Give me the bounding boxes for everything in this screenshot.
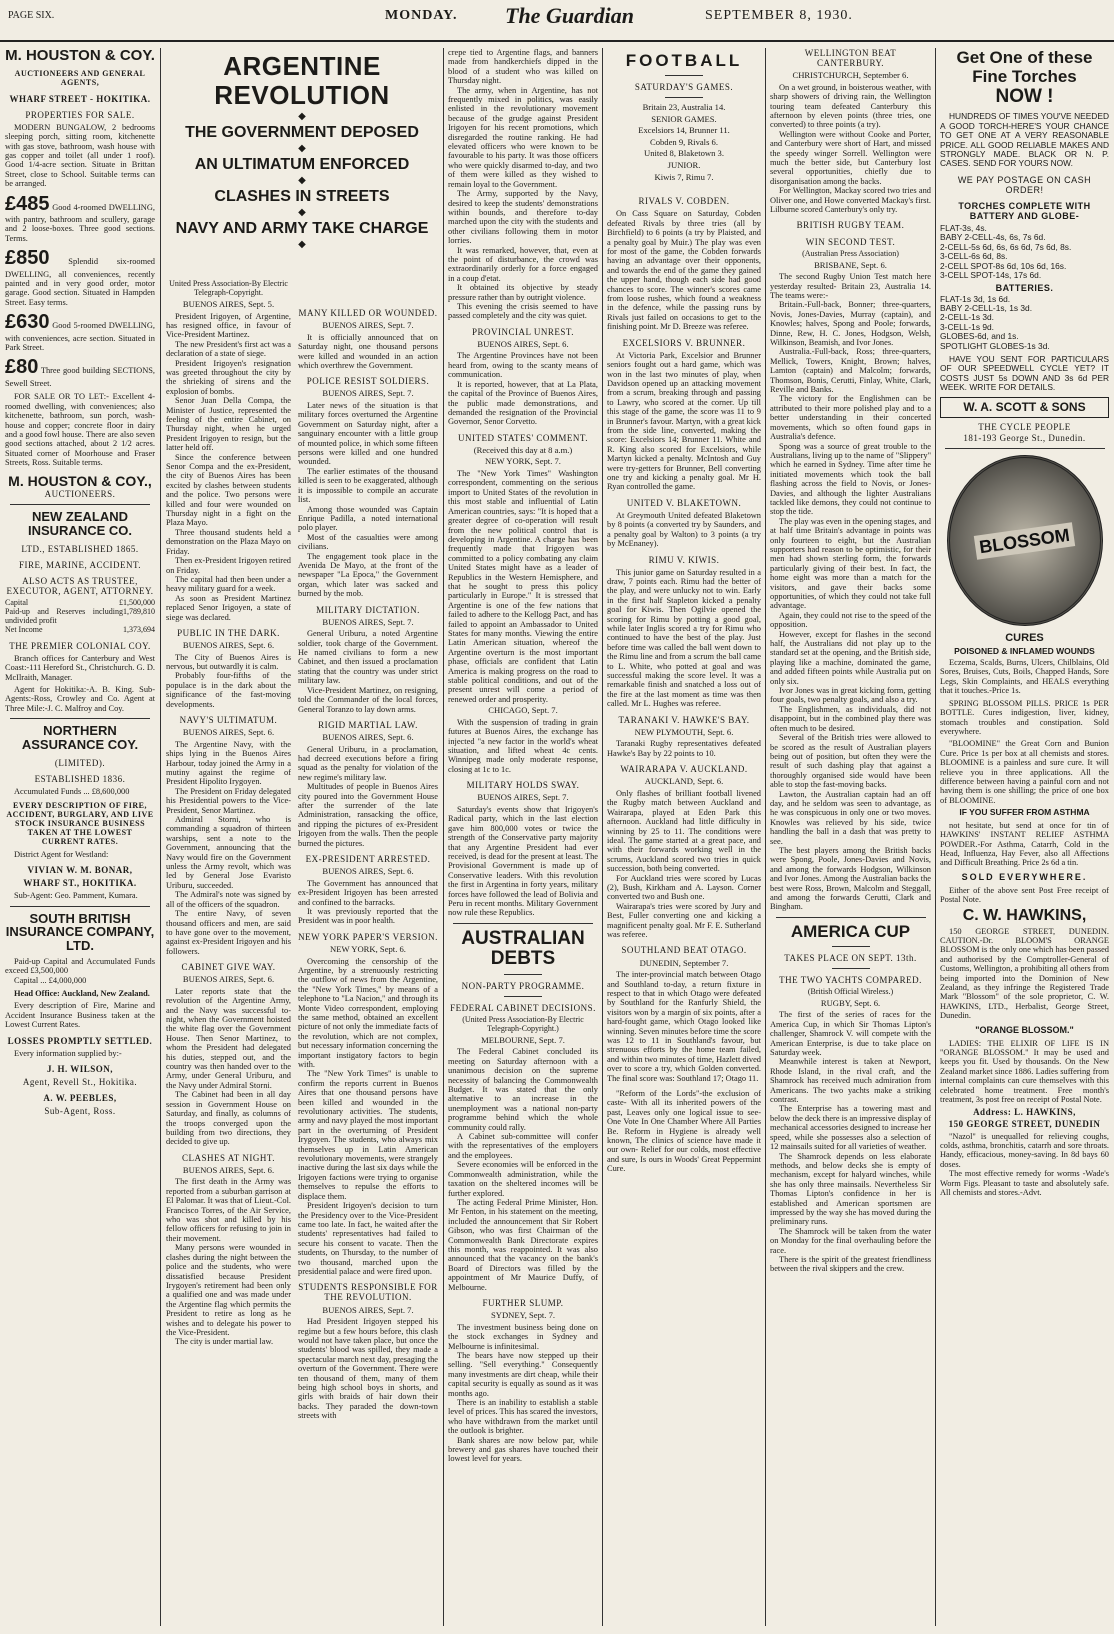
argentine-deck: THE GOVERNMENT DEPOSED	[185, 124, 419, 142]
paragraph: Again, they could not rise to the speed of the opposition.	[770, 610, 931, 630]
asthma-heading: IF YOU SUFFER FROM ASTHMA	[959, 807, 1090, 818]
price-item: BABY 2-CELL-4s, 6s, 7s 6d.	[940, 232, 1046, 243]
property-listing: Good 5-roomed DWELLING, with conveniences, acre section. Situated in Park Street.	[5, 321, 155, 353]
paragraph: Lawton, the Australian captain had an off day, and he seldom was seen to advantage, as he was conspicuous in only one or two moves. Knowles was relieved by his side, twice handling the ball in a dash that was pretty to see.	[770, 789, 931, 846]
dateline: BUENOS AIRES, Sept. 7.	[322, 388, 414, 399]
south-british-description: Every description of Fire, Marine and Accident Insurance Business taken at the Lowest Current Rates.	[5, 1001, 155, 1030]
paragraph: Meanwhile interest is taken at Newport, Rhode Island, in the rival craft, and the Shamrock has received much admiration from Americans. The two yachts make a striking contrast.	[770, 1057, 931, 1105]
dateline: SYDNEY, Sept. 7.	[490, 1310, 556, 1321]
dateline: BUENOS AIRES, Sept. 6.	[182, 1164, 275, 1175]
paragraph: The "New York Times" Washington correspondent, commenting on the serious import to United States of the revolution in this most stable and influential of Latin American countries, says: "It is hoped that a greater degree of co-operation will result from the new political control that is developing in Argentine. A charge has been frequently made that Irigoyen was committed to a policy combating any claim United States might have as a leader of Republics in the Western Hemisphere, and that he sought to press this policy particularly in Europe." It is stressed that Argentine is one of the few nations that failed to adhere to the Kellogg Pact, and has failed to appoint an Ambassador to United States for many months. Viewing the entire Latin American situation, whereof the Argentine overturn is the most important phase, officials are confident that Latin America is making progress on the road to stable political conditions, and out of the present unrest will come a period of renewed order and prosperity.	[448, 469, 598, 704]
subheading: STUDENTS RESPONSIBLE FOR THE REVOLUTION.	[298, 1282, 438, 1303]
hawkins-address: Address: L. HAWKINS,	[973, 1106, 1076, 1117]
result: Excelsiors 14, Brunner 11.	[638, 125, 730, 136]
south-british-head-office: Head Office: Auckland, New Zealand.	[14, 988, 150, 998]
page-number: PAGE SIX.	[8, 10, 55, 21]
south-british-title: SOUTH BRITISH INSURANCE COMPANY, LTD.	[5, 910, 155, 954]
paragraph: At Victoria Park, Excelsior and Brunner seniors fought out a hard game, which was won in the last two minutes of play, when Davidson opened up an attacking movement from a scrum, breaking through and passing to Lawry, who scored at the corner. Up till this stage of the game, the score was 11 to 9 in Brunner's favour. Martyn, with a great kick from the side line, converted, making the score: Excelsiors 14; Brunner 11. White and R. King also scored for Excelsiors, while Martyn kicked a penalty. McIntosh and Guy were try-getters for Brunner, Bell converting one try and kicking a penalty goal. Mr H. Ryan controlled the game.	[607, 350, 761, 492]
paragraph: The engagement took place in the Avenida De Mayo, at the front of the newspaper "La Epoca," the Government organ, which later was sacked and burned by the mob.	[298, 551, 438, 599]
paragraph: With the suspension of trading in grain futures at Buenos Aires, the exchange has injected "a new factor in the world's wheat situation, and lifted wheat 4c cents. Winnipeg made only moderate response, closing at 1c to 1c.	[448, 717, 598, 774]
dateline: BUENOS AIRES, Sept. 7.	[322, 320, 414, 331]
paragraph: However, except for flashes in the second half, the Australians did not play up to the standard set at the opening, and the British side, playing like a machine, dominated the game, and added fifteen points while Australia put on only six.	[770, 629, 931, 686]
south-british-capital: Paid-up Capital and Accumulated Funds exceed £3,500,000	[5, 956, 155, 976]
paragraph: General Uriburu, a noted Argentine soldier, took charge of the Government. He named civilians to form a new Cabinet, and then issued a proclamation stating that the country was under strict military law.	[298, 629, 438, 686]
dateline: DUNEDIN, September 7.	[639, 957, 729, 968]
paragraph: Taranaki Rugby representatives defeated Hawke's Bay by 22 points to 10.	[607, 739, 761, 758]
paragraph: The first death in the Army was reported from a suburban garrison at El Palomar. It was that of Lieut.-Col. Francisco Torres, of the Air Service, who was shot and killed by his fellow officers for refusing to join in their movement.	[166, 1177, 291, 1243]
price-item: 3-CELL-6s 6d, 8s.	[940, 251, 1008, 262]
nz-insurance-title: NEW ZEALAND INSURANCE CO.	[27, 509, 132, 538]
paragraph: President Irigoyen, of Argentine, has resigned office, in favour of Vice-President Martinez.	[166, 311, 291, 340]
scott-firm-address: 181-193 George St., Dunedin.	[963, 433, 1086, 444]
argentine-deck: NAVY AND ARMY TAKE CHARGE	[175, 219, 429, 237]
subheading: EXCELSIORS V. BRUNNER.	[622, 337, 746, 348]
price-item: 3-CELL-1s 9d.	[940, 321, 994, 332]
torch-ad-title: Get One of these	[956, 48, 1093, 67]
paragraph: The Argentine Navy, with the ships lying in the Buenos Aires Harbour, today joined the Army in a mutiny against the regime of President Hipolito Irygoyen.	[166, 739, 291, 787]
paragraph: The new President's first act was a declaration of a state of siege.	[166, 339, 291, 359]
south-british-capital: Capital ... £4,000,000	[14, 975, 87, 985]
paragraph: crepe tied to Argentine flags, and banners made from handkerchiefs dipped in the blood of a student who was killed on Thursday night.	[448, 48, 598, 86]
subheading: RIGID MARTIAL LAW.	[318, 719, 418, 730]
column-rule	[765, 48, 766, 1626]
torch-price-list	[940, 224, 1109, 351]
houston-address: WHARF STREET - HOKITIKA.	[9, 93, 151, 104]
torch-ad-text: HUNDREDS OF TIMES YOU'VE NEEDED A GOOD TORCH-HERE'S YOUR CHANCE TO GET ONE AT A VERY REASONABLE PRICE. ALL GOOD RELIABLE MAKES AND STRONGLY MADE. BLACK OR N. P. CASES. SEND FOR YOURS NOW.	[940, 111, 1109, 169]
column-rugby	[770, 48, 931, 1626]
northern-limited: (LIMITED).	[54, 757, 106, 768]
property-listing: Three good building SECTIONS, Sewell Street.	[5, 366, 155, 388]
sold-everywhere: SOLD EVERYWHERE.	[961, 871, 1088, 882]
northern-description: EVERY DESCRIPTION OF FIRE, ACCIDENT, BURGLARY, AND LIVE STOCK INSURANCE BUSINESS TAKEN AT THE LOWEST CURRENT RATES.	[6, 801, 154, 846]
subheading: NON-PARTY PROGRAMME.	[461, 980, 585, 991]
blossom-seal-text: BLOSSOM	[974, 522, 1075, 560]
paragraph: Only flashes of brilliant football livened the Rugby match between Auckland and Wairarapa, played at Eden Park this afternoon. Auckland had little difficulty in winning by 25 to 11. The conditions were ideal. The game started at a great pace, and with their forwards working well in the scrums, Auckland scored two tries in quick succession, both being converted.	[607, 788, 761, 874]
peppermint-cure-verse: "Reform of the Lords"-the exclusion of caste- With all its inherited powers of the past, Leaves only one logical issue to see- One Vote In One Chamber Where All Parties Be. Reform in Hygiene is already well known, The clinics of science have made it our own- Relief for our colds, most effective and sure, Is ours in Woods' Great Peppermint Cure.	[607, 1089, 761, 1174]
price-item: SPOTLIGHT GLOBES-1s 3d.	[940, 340, 1050, 351]
property-price: £80	[5, 356, 39, 379]
dateline: BUENOS AIRES, Sept. 7.	[322, 1304, 414, 1315]
column-news-4	[448, 48, 598, 1626]
argentine-deck: AN ULTIMATUM ENFORCED	[194, 156, 410, 174]
hawkins-name: C. W. HAWKINS,	[962, 906, 1087, 924]
paragraph: The bears have now stepped up their selling. "Sell everything." Consequently many investments are dirt cheap, while their capital security is equally as sound as it was months ago.	[448, 1350, 598, 1398]
paragraph: Had President Irigoyen stepped his regime but a few hours before, this clash would not have taken place, but once the students' blood was spilled, they made a spectacular march next day, presaging the overturn of the Government. There were ten thousand of them, many of them being high school boys in shorts, and girls with braids of hair down their backs. They paraded the down-town streets with	[298, 1317, 438, 1421]
paragraph: The city is under martial law.	[175, 1337, 274, 1347]
wire-credit: United Press Association-By Electric Telegraph-Copyright.	[169, 279, 288, 297]
paragraph: Bank shares are now below par, while brewery and gas shares have touched their lowest level for years.	[448, 1435, 598, 1464]
result: Kiwis 7, Rimu 7.	[654, 171, 714, 182]
paragraph: There is the spirit of the greatest friendliness between the rival skippers and the crew.	[770, 1254, 931, 1274]
paragraph: President Irigoyen's resignation was greeted throughout the city by the shrieking of sirens and the explosion of bombs.	[166, 358, 291, 396]
football-headline: FOOTBALL	[625, 51, 743, 70]
paragraph: Later news of the situation is that military forces overturned the Argentine Government on Saturday night, after a sanguinary encounter with a little group of mounted police, in which some fifteen persons were killed and one hundred wounded.	[298, 401, 438, 467]
paragraph: President Irigoyen's decision to turn the Presidency over to the Vice-President came too late. In fact, he waited after the students' representatives had failed to secure his consent to vacate. Then the students, on Thursday, to the number of two thousand, marched upon the presidential palace and were fired upon.	[298, 1201, 438, 1276]
paragraph: The victory for the Englishmen can be attributed to their more polished play and to a better understanding in their concerted movements, which so often found gaps in Australia's defence.	[770, 394, 931, 442]
paragraph: "Nazol" is unequalled for relieving coughs, colds, asthma, bronchitis, catarrh and sore throats. Handy, efficacious, money-saving. In 8d bays 60 doses.	[940, 1131, 1109, 1169]
nz-insurance-roles: ALSO ACTS AS TRUSTEE, EXECUTOR, AGENT, ATTORNEY.	[6, 575, 154, 596]
price-item: FLAT-3s, 4s.	[940, 223, 987, 234]
subheading: BRITISH RUGBY TEAM.	[796, 220, 905, 231]
subheading: SATURDAY'S GAMES.	[634, 81, 734, 92]
america-cup-headline: AMERICA CUP	[790, 921, 911, 941]
paragraph: The best players among the British backs were Spong, Poole, Jones-Davies and Novis, and among the forwards Hodgson, Wilkinson and Ivor Jones. Among the Australian backs the best were Ross, Brown, Malcolm and Steggall, and among the forwards Cerutti, Clark and Bingham.	[770, 845, 931, 912]
branch-offices: Branch offices for Canterbury and West Coast:-111 Hereford St., Christchurch. G. D. McIlraith, Manager.	[5, 653, 155, 682]
northern-established: ESTABLISHED 1836.	[34, 773, 126, 784]
blossom-heading: POISONED & INFLAMED WOUNDS	[954, 645, 1095, 656]
paragraph: The inter-provincial match between Otago and Southland to-day, a return fixture in respect to that in which Otago were defeated by Southland for the Ranfurly Shield, the visitors won by a margin of six points, after a hard-fought game, which Otago looked like winning. Seven minutes before time the score was 12 to 11 in Southland's favour, but strenuous efforts by the home team failed, and within two minutes of time, Hazlett dived over to score a try, which Golden converted. The final score was: Southland 17; Otago 11.	[607, 970, 761, 1083]
finance-row: Paid-up and Reserves including undivided profit 1,789,810	[5, 606, 155, 625]
subheading: RIMU V. KIWIS.	[648, 554, 720, 565]
price-item: 2-CELL-5s 6d, 6s, 6s 6d, 7s 6d, 8s.	[940, 241, 1072, 252]
property-listing: Good 4-roomed DWELLING, with pantry, bathroom and scullery, garage and 2 loose-boxes. Three good sections. Terms.	[5, 202, 155, 243]
paragraph: Ivor Jones was in great kicking form, getting four goals, two penalty goals, and also a try.	[770, 686, 931, 705]
paragraph: Overcoming the censorship of the Argentine, by a strenuously restricting the outflow of news from the Argentine, the "New York Times," by means of a telephone to "La Nacion," and through its Monte Video correspondent, employing the same method, obtained an excellent picture of not only the immediate facts of the revolution, which are not complex, but necessary information concerning the important instigatory factors to begin with.	[298, 956, 438, 1069]
northern-subagent: Sub-Agent: Geo. Pamment, Kumara.	[14, 891, 138, 901]
batteries-heading: BATTERIES.	[995, 282, 1054, 293]
paragraph: SPRING BLOSSOM PILLS. PRICE 1s PER BOTTLE. Cures indigestion, liver, kidney, stomach troubles and constipation. Sold everywhere.	[940, 698, 1109, 736]
premier-colonial: THE PREMIER COLONIAL COY.	[9, 640, 151, 651]
result-heading: SENIOR GAMES.	[651, 113, 717, 124]
south-british-subagent-address: Sub-Agent, Ross.	[44, 1106, 116, 1117]
subheading: UNITED V. BLAKETOWN.	[626, 497, 742, 508]
paragraph: The Shamrock will be taken from the water on Monday for the final overhauling before the race.	[770, 1226, 931, 1255]
paragraph: Severe economies will be enforced in the Commonwealth administration, while the taxation on the sheltered incomes will be further explored.	[448, 1160, 598, 1198]
dateline: MELBOURNE, Sept. 7.	[481, 1034, 565, 1045]
paragraph: The capital had then been under a heavy military guard for a week.	[166, 574, 291, 594]
result-heading: JUNIOR.	[667, 160, 701, 171]
subheading: TAKES PLACE ON SEPT. 13th.	[784, 952, 917, 963]
nz-insurance-types: FIRE, MARINE, ACCIDENT.	[18, 559, 142, 570]
paragraph: The second Rugby Union Test match here yesterday resulted- Britain 23, Australia 14. The teams were:-	[770, 272, 931, 301]
northern-agent-address: WHARF ST., HOKITIKA.	[23, 878, 137, 889]
subheading: WELLINGTON BEAT CANTERBURY.	[804, 48, 897, 69]
dateline: BUENOS AIRES, Sept. 5.	[182, 298, 275, 309]
paragraph: On Cass Square on Saturday, Cobden defeated Rivals by three tries (all by Birchfield) to 6 points (a try by Plaisted, and a penalty goal by Muir.) The play was even for most of the game, the Cobden forwards having an advantage over their opponents, and towards the end of the game they gained the upper hand, though each side had good chances to score. The winner's scores came from loose rushes, which found a weakness in the defence, while the passing runs by Rivals just failed on occasions to get to the finishing point. Mr D. Breeze was referee.	[607, 209, 761, 332]
northern-agent-label: District Agent for Westland:	[14, 849, 109, 859]
paragraph: Britain.-Full-back, Bonner; three-quarters, Novis, Jones-Davies, Murray (captain), and Knowles; halves, Spong and Poole; forwards, Dinne, Rew, H. C. Jones, Hodgson, Welsh, Wilkinson, Beamish, and Ivor Jones.	[770, 300, 931, 348]
subheading: MILITARY DICTATION.	[316, 604, 420, 615]
subheading: WIN SECOND TEST.	[805, 236, 896, 247]
column-ads-left	[5, 48, 155, 1626]
property-price: £485	[5, 192, 50, 215]
northern-agent-name: VIVIAN W. M. BONAR,	[27, 865, 133, 876]
paragraph: It was previously reported that the President was in poor health.	[298, 907, 438, 926]
column-argentine: ARGENTINE REVOLUTION ◆ THE GOVERNMENT DEPOSED ◆ AN ULTIMATUM ENFORCED ◆ CLASHES IN STREETS ◆ NAVY AND ARMY TAKE CHARGE ◆	[166, 48, 438, 1626]
newspaper-name: The Guardian	[505, 3, 634, 28]
torch-postage: WE PAY POSTAGE ON CASH ORDER!	[957, 174, 1092, 195]
paragraph: There is an inability to establish a stable level of prices. This has scared the investors, who have withdrawn from the market until the outlook is brighter.	[448, 1397, 598, 1436]
subheading: PROVINCIAL UNREST.	[471, 326, 574, 337]
paragraph: Since the conference between Senor Compa and the ex-President, the city of Buenos Aires has been excited by clashes between students and the police. Two persons were killed and four were wounded on Thursday night in a fight on the Plaza Mayo.	[166, 452, 291, 528]
result: Cobden 9, Rivals 6.	[649, 136, 719, 147]
paragraph: The most effective remedy for worms -Wade's Worm Figs. Pleasant to taste and absolutely safe. All chemists and stores.-Advt.	[940, 1169, 1109, 1198]
finance-row: Net Income 1,373,694	[5, 624, 155, 634]
finance-row: Capital £1,500,000	[5, 597, 155, 607]
paragraph: "BLOOMINE" the Great Corn and Bunion Cure. Price 1s per box at all chemists and stores. BLOOMINE is a painless and sure cure. It will relieve you in three applications. All the difference between having a painful corn and not having them is one shilling; the price of one box of BLOOMINE.	[940, 739, 1109, 805]
paragraph: The entire Navy, of seven thousand officers and men, are said to have gone over to the movement, against ex-President Irigoyen and his followers.	[166, 909, 291, 956]
paragraph: not hesitate, but send at once for tin of HAWKINS' INSTANT RELIEF ASTHMA POWDER.-For Asthma, Catarrh, Cold in the Head, Influenza, Hay Fever, also all Affections and Difficult Breathing. Price 2s 6d a tin.	[940, 820, 1109, 868]
torch-complete: TORCHES COMPLETE WITH BATTERY AND GLOBE-	[958, 200, 1091, 221]
orange-blossom-heading: "ORANGE BLOSSOM."	[975, 1024, 1074, 1035]
dateline: BUENOS AIRES, Sept. 6.	[322, 866, 414, 877]
paragraph: On a wet ground, in boisterous weather, with sharp showers of driving rain, the Wellington touring team defeated Canterbury this afternoon by eleven points (three tries, one converted) to three points (a try).	[770, 82, 931, 130]
subheading: NAVY'S ULTIMATUM.	[179, 715, 278, 726]
subheading: WAIRARAPA V. AUCKLAND.	[620, 764, 748, 775]
paragraph: Either of the above sent Post Free receipt of Postal Note.	[940, 885, 1109, 905]
property-listing: MODERN BUNGALOW, 2 bedrooms sleeping porch, sitting room, kitchenette with gas stove, bathroom, wash house with gas copper and toilet (all under 1 roof). Good 1/4-acre section. Situate in Brittan Street, close to School. Suitable terms can be arranged.	[5, 122, 155, 189]
paragraph: Eczema, Scalds, Burns, Ulcers, Chilblains, Old Sores, Bruises, Cuts, Boils, Chapped Hands, Sore Legs, Skin Complaints, and HEALS everything that it touches.-Price 1s.	[940, 658, 1109, 696]
agents: Agent for Hokitika:-A. B. King. Sub-Agents:-Ross, Crowley and Co. Agent at Three Mile:-J. C. Malfroy and Coy.	[5, 685, 155, 713]
paragraph: As soon as President Martinez replaced Senor Irigoyen, a state of siege was declared.	[166, 593, 291, 622]
column-argentine-text	[166, 278, 291, 1626]
subheading: TARANAKI V. HAWKE'S BAY.	[618, 714, 750, 725]
price-item: 2-CELL SPOT-8s 6d, 10s 6d, 16s.	[940, 260, 1067, 271]
subheading: MANY KILLED OR WOUNDED.	[298, 308, 438, 318]
masthead-date: SEPTEMBER 8, 1930.	[705, 8, 853, 23]
nz-insurance-established: LTD., ESTABLISHED 1865.	[21, 543, 139, 554]
dateline: CHRISTCHURCH, September 6.	[792, 70, 909, 81]
paragraph: Probably four-fifths of the populace is in the dark about the significance of the fast-moving developments.	[166, 671, 291, 709]
south-british-losses: LOSSES PROMPTLY SETTLED.	[7, 1035, 153, 1046]
paragraph: Admiral Storni, who is commanding a squadron of thirteen warships, sent a note to the Government, announcing that the Navy would fire on the Government unless the Army revolt, which was led by General Jose Evaristo Uriburu, succeeded.	[166, 815, 291, 890]
column-rule	[935, 48, 936, 1626]
houston-ad-footer: M. HOUSTON & COY.,	[8, 472, 152, 489]
subheading: POLICE RESIST SOLDIERS.	[306, 376, 430, 387]
northern-assurance-title: NORTHERN ASSURANCE COY.	[21, 723, 139, 752]
masthead-day: MONDAY.	[385, 8, 458, 23]
paragraph: Australia.-Full-back, Ross; three-quarters, Mellick, Towers, Knight, Brown; halves, Lamton (captain) and Malcolm; forwards, Thomson, Bonis, Cerutti, Finlay, White, Clark, Reville and Banks.	[770, 347, 931, 395]
paragraph: LADIES: THE ELIXIR OF LIFE IS IN "ORANGE BLOSSOM." It may be used and keeps you fit. Used by thousands. On the New Zealand market since 1886. Ladies suffering from internal complaints can cure themselves with this celebrated home treatment. Free month's treatment, 3s post free on receipt of Postal Note.	[940, 1038, 1109, 1105]
paragraph: Several of the British tries were allowed to be scored as the result of Australian players being out of position, but often they were the result of such dashing play that against a thoroughly organised side would have been able to stop the fast-moving backs.	[770, 733, 931, 790]
paragraph: Saturday's events show that Irigoyen's Radical party, which in the last election gave him 800,000 votes or twice the strength of the Conservative party majority that any Argentine President had ever received, is dead for the present at least. The Provisional Government is made up of Conservative leaders. With this revolution the first in Argentina in forty years, military forces have followed the lead of Bolivia and Peru in recent months. Military Government now rule these Republics.	[448, 804, 598, 918]
result: United 8, Blaketown 3.	[644, 148, 724, 159]
result: Britain 23, Australia 14.	[642, 101, 726, 112]
paragraph: The Army, supported by the Navy, desired to keep the students' demonstrations within bounds, and therefore to-day marched upon the city with the students and other civilians following them in motor lorries.	[448, 189, 598, 246]
paragraph: For Wellington, Mackay scored two tries and Oliver one, and Howe converted Mackay's first. Lilburne scored Canterbury's only try.	[770, 186, 931, 215]
price-item: GLOBES-6d, and 1s.	[940, 331, 1019, 342]
torch-ad-title: NOW !	[995, 86, 1054, 108]
price-item: BABY 2-CELL-1s, 1s 3d.	[940, 303, 1033, 313]
dateline: BUENOS AIRES, Sept. 6.	[182, 727, 275, 738]
paragraph: General Uriburu, in a proclamation, had decreed executions before a firing squad as the penalty for violation of the new regime's military law.	[298, 744, 438, 782]
paragraph: The Admiral's note was signed by all of the officers of the squadron.	[166, 890, 291, 909]
houston-subtitle: AUCTIONEERS AND GENERAL AGENTS,	[14, 68, 146, 87]
paragraph: The Government has announced that ex-President Irigoyen has been arrested and confined to the barracks.	[298, 878, 438, 907]
scott-firm-tagline: THE CYCLE PEOPLE	[978, 422, 1071, 433]
argentine-headline: ARGENTINE REVOLUTION	[214, 51, 390, 111]
houston-ad-title: M. HOUSTON & COY.	[5, 48, 155, 64]
dateline: BRISBANE, Sept. 6.	[814, 259, 887, 270]
houston-auctioneers: AUCTIONEERS.	[44, 489, 116, 500]
dateline: RUGBY, Sept. 6.	[820, 997, 881, 1008]
paragraph: The City of Buenos Aires is nervous, but outwardly it is calm.	[166, 652, 291, 672]
subheading: EX-PRESIDENT ARRESTED.	[305, 854, 431, 865]
paragraph: Senor Juan Della Compa, the Minister of Justice, represented the feeling of the entire Cabinet, on Thursday night, when he urged President Irigoyen to resign, but the latter held off.	[166, 396, 291, 453]
paragraph: Then ex-President Irigoyen retired on Friday.	[166, 556, 291, 575]
subheading: FURTHER SLUMP.	[482, 1297, 564, 1308]
argentine-deck: CLASHES IN STREETS	[214, 188, 390, 206]
paragraph: Wairarapa's tries were scored by Jury and Best, Fuller converting one and kicking a magnificent penalty goal. Mr F. E. Sutherland was referee.	[607, 901, 761, 940]
wire-credit: (British Official Wireless.)	[807, 986, 894, 996]
price-item: 2-CELL-1s 3d.	[940, 312, 994, 323]
price-item: FLAT-1s 3d, 1s 6d.	[940, 293, 1011, 304]
paragraph: Three thousand students held a demonstration on the Plaza Mayo on Friday.	[166, 527, 291, 556]
blossom-seal-image	[947, 455, 1103, 626]
cycle-ad-text: HAVE YOU SENT FOR PARTICULARS OF OUR SPEEDWELL CYCLE YET? IT COSTS JUST 5s DOWN AND 3s 6d PER WEEK. WRITE FOR DETAILS.	[940, 354, 1109, 393]
dateline: BUENOS AIRES, Sept. 7.	[322, 616, 414, 627]
paragraph: The "New York Times" is unable to confirm the reports current in Buenos Aires that one thousand persons have been killed and wounded in the revolutionary activities. The students, army and navy played the most important part in the overturning of President Irygoyen. The students, who always mix themselves up in Latin American revolutionary movements, were strangely inactive during the last six days while the Irigoyen factions were trying to organise themselves to repulse the efforts to displace them.	[298, 1069, 438, 1201]
torch-ad-title: Fine Torches	[972, 67, 1077, 87]
column-ads-right	[940, 48, 1109, 1626]
paragraph: The Cabinet had been in all day session in Government House on Saturday, and finally, as columns of the troops converged upon the building from two directions, they decided to give up.	[166, 1090, 291, 1147]
paragraph: For Auckland tries were scored by Lucas (2), Bush, Kirkham and A. Layson. Corner converted two and Bush one.	[607, 873, 761, 902]
paragraph: 150 GEORGE STREET, DUNEDIN. CAUTION.-Dr. BLOOM'S ORANGE BLOSSOM is the only one which has been passed and authorised by the Comptroller-General of Customs, Wellington, a prohibiting all others from being imported into the Dominion of New Zealand, as they infringe the Registered Trade Mark "Blossom" of the sole proprietor, C. W. HAWKINS, LTD., Herbalist, George Street, Dunedin.	[940, 926, 1109, 1021]
hawkins-street: 150 GEORGE STREET, DUNEDIN	[948, 1118, 1101, 1129]
paragraph: A Cabinet sub-committee will confer with the representatives of the employers and the employees.	[448, 1132, 598, 1160]
subheading: RIVALS V. COBDEN.	[638, 196, 730, 207]
price-item: 3-CELL SPOT-14s, 17s 6d.	[940, 270, 1042, 281]
dateline: AUCKLAND, Sept. 6.	[644, 776, 724, 787]
dateline: BUENOS AIRES, Sept. 6.	[182, 640, 275, 651]
subheading: MILITARY HOLDS SWAY.	[466, 780, 580, 791]
south-british-agent: J. H. WILSON,	[46, 1064, 114, 1075]
property-listing: Splendid six-roomed DWELLING, all conveniences, recently painted and in very good order, motor garage. Good section. Situated in Hampden Street. Easy terms.	[5, 257, 155, 307]
paragraph: The President on Friday delegated his Presidential powers to the Vice-President, Senor Martinez.	[166, 786, 291, 815]
paragraph: Most of the casualties were among civilians.	[298, 532, 438, 552]
paragraph: The Argentine Provinces have not been heard from, owing to the scanty means of communication.	[448, 351, 598, 380]
column-football	[607, 48, 761, 1626]
scott-firm-name: W. A. SCOTT & SONS	[940, 397, 1109, 418]
paragraph: This junior game on Saturday resulted in a draw, 7 points each. Rimu had the better of the play, and were unlucky not to win. Early in the first half Stapleton kicked a penalty goal for Kiwis. Then Ogilvie opened the scoring for Rimu by potting a good goal, while later Inglis scored a try for Rimu who continued to have the best of the play. Just before time was called the ball went down to the Rimu line and from a scrum the ball came to L. White, who potted at goal and was successful making the score level. It was a remarkable finish and snatched a loss out of the fire at the last moment as time was then called. Mr L. Hughes was referee.	[607, 567, 761, 709]
subheading: CLASHES AT NIGHT.	[182, 1152, 275, 1163]
northern-funds: Accumulated Funds ... £8,600,000	[14, 786, 130, 796]
wire-credit: (United Press Association-By Electric Telegraph-Copyright.)	[462, 1014, 584, 1033]
paragraph: The army, when in Argentine, has not frequently mixed in politics, was easily enlisted in the revolutionary movement because of the grudge against President Irigoyen for his recent promotions, which disregarded the routine ranking. He had elevated officers who were known to be favourable to his party. It was those officers who were quickly disarmed to-day, and two of them were killed as they wished to remain loyal to the Government.	[448, 85, 598, 189]
subheading: FEDERAL CABINET DECISIONS.	[450, 1002, 596, 1013]
subheading: SOUTHLAND BEAT OTAGO.	[621, 945, 747, 956]
dateline: BUENOS AIRES, Sept. 6.	[182, 974, 275, 985]
blossom-cures: CURES	[1005, 632, 1044, 645]
paragraph: Among those wounded was Captain Enrique Padilla, a noted international polo player.	[298, 504, 438, 533]
paragraph: The Federal Cabinet concluded its meeting on Saturday afternoon with a unanimous decision on the supreme necessity of balancing the Commonwealth Budget. It was stated that the only alternative to an increase in the unemployment was a national non-party programme behind which the whole community could rally.	[448, 1047, 598, 1132]
paragraph: It is officially announced that on Saturday night, one thousand persons were killed and wounded in an action which overthrew the Government.	[298, 332, 438, 370]
dateline: NEW PLYMOUTH, Sept. 6.	[634, 726, 734, 737]
subheading: CABINET GIVE WAY.	[181, 962, 276, 973]
paragraph: The Englishmen, as individuals, did not disappoint, but in the combined play there was often much to be desired.	[770, 704, 931, 733]
paragraph: This evening the crisis seemed to have passed completely and the city was quiet.	[448, 301, 598, 321]
paragraph: Wellington were without Cooke and Porter, and Canterbury were short of Hart, and missed the speedy winger Sorrell. Wellington were much the better side, but Canterbury lost several opportunities, chiefly due to disorganisation among the backs.	[770, 129, 931, 186]
south-british-subagent: A. W. PEEBLES,	[43, 1093, 117, 1104]
column-argentine-continued	[298, 302, 438, 1626]
paragraph: Spong was a source of great trouble to the Australians, living up to the name of "Slippery" which he earned in Sydney. Time after time he initiated movements which took the ball flashing across the field to Novis, or Jones-Davies, and although the lighter Australians tackled like demons, they could not continue to stop the tide.	[770, 441, 931, 517]
paragraph: It obtained its objective by steady pressure rather than by outright violence.	[448, 283, 598, 302]
dateline: BUENOS AIRES, Sept. 7.	[477, 792, 569, 803]
paragraph: The first of the series of races for the America Cup, in which Sir Thomas Lipton's challenger, Shamrock V. will compete with the American Enterprise, is due to take place on Saturday week.	[770, 1010, 931, 1058]
paragraph: Vice-President Martinez, on resigning, told the Commander of the local forces, General Toranzo to lay down arms.	[298, 685, 438, 714]
subheading: NEW YORK PAPER'S VERSION.	[298, 931, 438, 942]
property-price: £850	[5, 247, 50, 270]
paragraph: At Greymouth United defeated Blaketown by 8 points (a converted try by Saunders, and a penalty goal by Walton) to 3 points (a try by McEnaney).	[607, 510, 761, 549]
dateline: CHICAGO, Sept. 7.	[488, 705, 558, 716]
paragraph: It is reported, however, that at La Plata, the capital of the Province of Buenos Aires, the public made demonstrations, and demanded the resignation of the Provincial Governor, Senor Corvetto.	[448, 379, 598, 427]
subheading: UNITED STATES' COMMENT.	[458, 432, 588, 443]
paragraph: Many persons were wounded in clashes during the night between the police and the students, who were dissatisfied because President Irygoyen's retirement had been only a qualified one and was made under the Argentine flag which permits the President to retire as long as he wishes and to delegate his power to the Vice-President.	[166, 1243, 291, 1337]
paragraph: The play was even in the opening stages, and at half time Britain's advantage in points was only fourteen to eight, but the Australian supporters had reason to be optimistic, for their men had shown sterling form, the forwards particularly giving of their best. In fact, the home eight was more than a match for the visitors, and gave their backs some opportunities, of which they could not take full advantage.	[770, 516, 931, 611]
wire-credit: (Australian Press Association)	[802, 248, 899, 258]
paragraph: Multitudes of people in Buenos Aires city poured into the Government House after the surrender of the late Administration, ransacking the office, and ripping the pictures of ex-President Irigoyen from the walls. Then the people burned the pictures.	[298, 782, 438, 848]
dateline: NEW YORK, Sept. 6.	[330, 943, 406, 954]
paragraph: The Shamrock depends on less elaborate methods, and below decks she is empty of mechanism, except for halyard winches, while she has only three mainsails. Nevertheless Sir Thomas Lipton's confidence in her is established and American sportsmen are impressed by the way she has moved during the preliminary runs.	[770, 1151, 931, 1227]
paragraph: Later reports state that the revolution of the Argentine Army, and the Navy was successful to-night, when the Government hoisted the white flag over the Government House. Then Senor Martinez, to whom the President had delegated his duties, stepped out, and the country was then handed over to the Army, under General Uriburu, and the Navy under Admiral Storni.	[166, 986, 291, 1090]
dateline: BUENOS AIRES, Sept. 6.	[322, 732, 414, 742]
paragraph: The acting Federal Prime Minister, Hon. Mr Fenton, in his statement on the meeting, included the announcement that Sir Robert Gibson, who was first Chairman of the Commonwealth Bank Directorate expires this month, was reappointed. It was also announced that the vacancy on the bank's Board of Directors was filled by the appointment of Mr Maurice Duffy, of Melbourne.	[448, 1197, 598, 1292]
column-rule	[443, 48, 444, 1626]
properties-heading: PROPERTIES FOR SALE.	[25, 109, 135, 120]
column-rule	[160, 48, 161, 1626]
subheading: PUBLIC IN THE DARK.	[177, 627, 280, 638]
masthead	[0, 0, 1114, 42]
paragraph: The earlier estimates of the thousand killed is seen to be exaggerated, although it is impossible to compile an accurate list.	[298, 466, 438, 505]
paragraph: The investment business being done on the stock exchanges in Sydney and Melbourne is infinitesimal.	[448, 1322, 598, 1351]
column-rule	[602, 48, 603, 1626]
received-note: (Received this day at 8 a.m.)	[473, 444, 573, 455]
paragraph: It was remarked, however, that, even at the point of disturbance, the crowd was extraordinarily orderly for a force engaged in a coup d'etat.	[448, 245, 598, 283]
south-british-agent-address: Agent, Revell St., Hokitika.	[22, 1077, 138, 1088]
subheading: THE TWO YACHTS COMPARED.	[779, 974, 922, 985]
dateline: NEW YORK, Sept. 7.	[485, 456, 561, 467]
property-price: £630	[5, 311, 50, 334]
south-british-info: Every information supplied by:-	[14, 1048, 122, 1058]
property-listing: FOR SALE OR TO LET:- Excellent 4-roomed dwelling, with conveniences; also kitchenette, bathroom, sun porch, wash-house and copper; concrete floor in dairy and a good fowl house. There are also seven good sections attached, about 2 1/2 acres. Situated corner of Moorhouse and Fraser Streets, Ross. Suitable terms.	[5, 392, 155, 468]
dateline: BUENOS AIRES, Sept. 6.	[477, 338, 569, 349]
australian-debts-headline: AUSTRALIAN DEBTS	[461, 927, 585, 969]
paragraph: The Enterprise has a towering mast and below the deck there is an impressive display of mechanical accessories designed to increase her speed, while she possesses also a selection of 12 mainsails suited for all varieties of weather.	[770, 1104, 931, 1152]
